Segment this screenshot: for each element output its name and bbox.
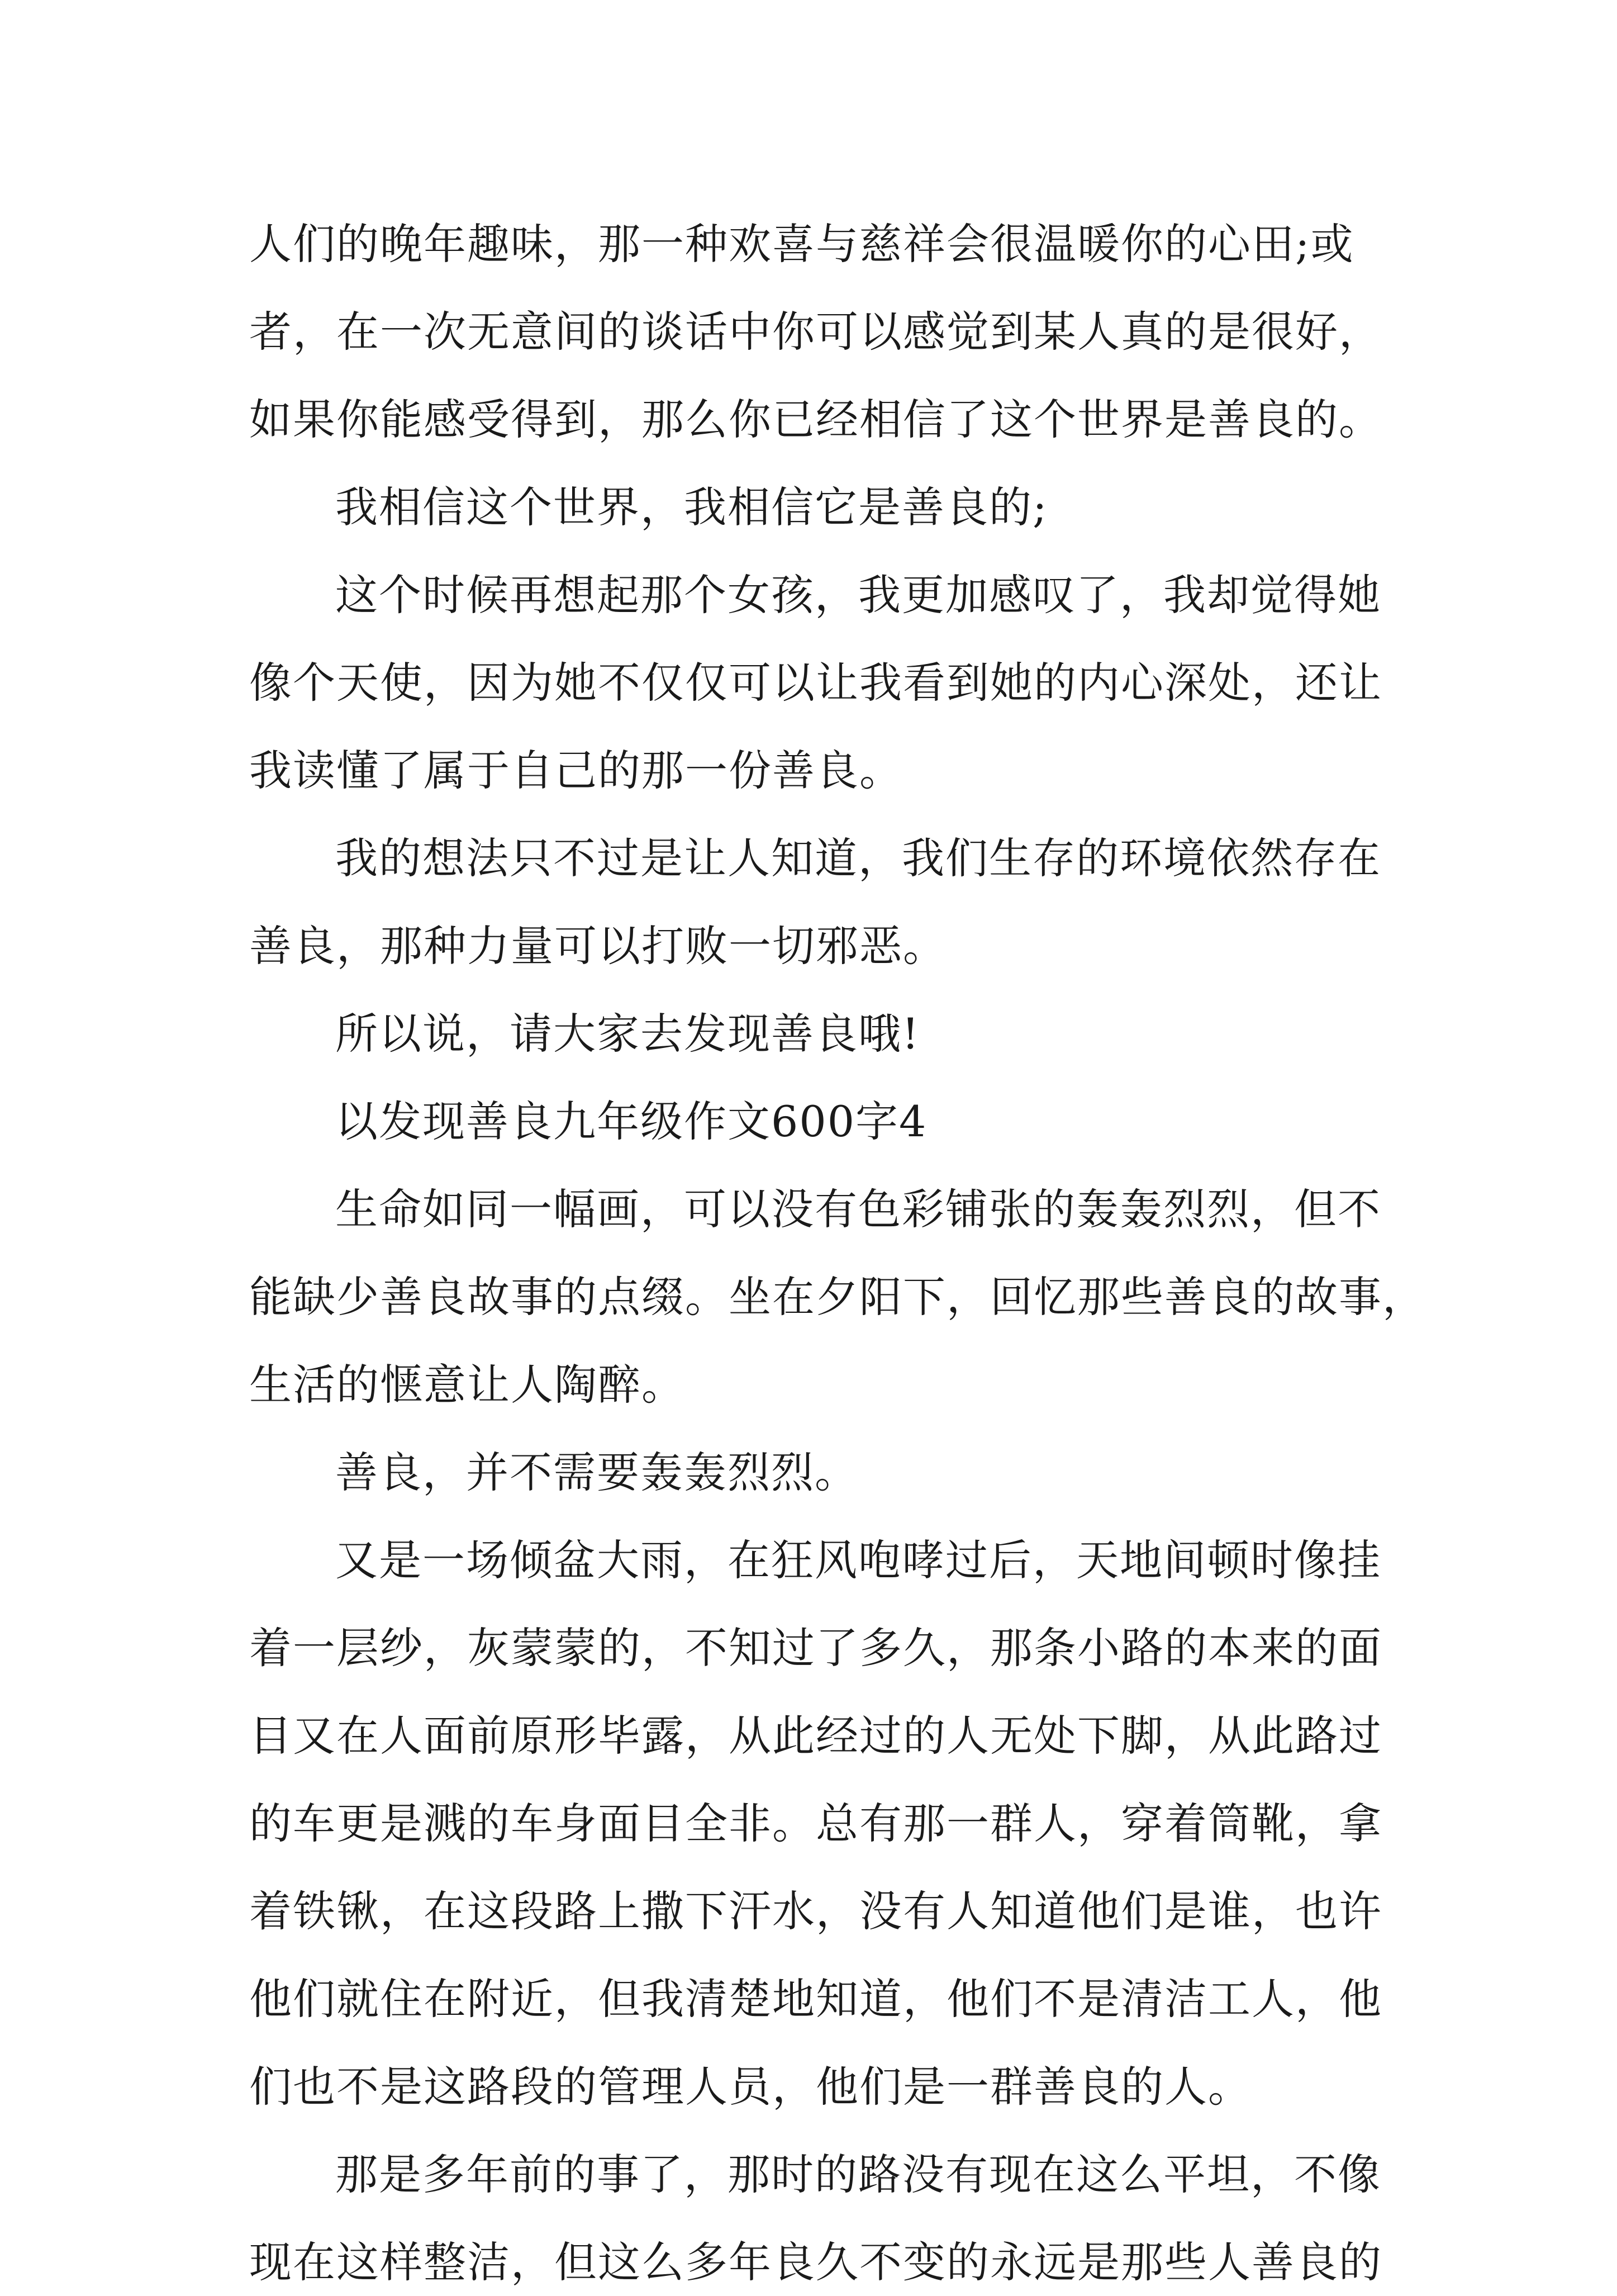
text-line: 现在这样整洁，但这么多年良久不变的永远是那些人善良的 [249,2237,1382,2287]
text-line: 这个时候再想起那个女孩，我更加感叹了，我却觉得她 [335,570,1381,620]
text-line: 能缺少善良故事的点缀。坐在夕阳下，回忆那些善良的故事， [249,1272,1426,1322]
text-line: 的车更是溅的车身面目全非。总有那一群人，穿着筒靴，拿 [249,1799,1382,1848]
text-line: 他们就住在附近，但我清楚地知道，他们不是清洁工人，他 [249,1974,1382,2024]
section-heading: 以发现善良九年级作文600字4 [335,1097,928,1146]
text-line: 者，在一次无意间的谈话中你可以感觉到某人真的是很好， [249,307,1382,357]
text-line: 生活的惬意让人陶醉。 [249,1360,685,1410]
text-line: 我读懂了属于自己的那一份善良。 [249,746,903,795]
text-line: 如果你能感受得到，那么你已经相信了这个世界是善良的。 [249,395,1382,444]
text-line: 着一层纱，灰蒙蒙的，不知过了多久，那条小路的本来的面 [249,1623,1382,1673]
text-line: 生命如同一幅画，可以没有色彩铺张的轰轰烈烈，但不 [335,1184,1381,1234]
text-line: 像个天使，因为她不仅仅可以让我看到她的内心深处，还让 [249,658,1382,708]
text-line: 我的想法只不过是让人知道，我们生存的环境依然存在 [335,833,1381,883]
text-line: 善良，并不需要轰轰烈烈。 [335,1448,858,1497]
text-line: 着铁锹，在这段路上撒下汗水，没有人知道他们是谁，也许 [249,1886,1382,1936]
text-line: 们也不是这路段的管理人员，他们是一群善良的人。 [249,2062,1252,2112]
text-line: 那是多年前的事了，那时的路没有现在这么平坦，不像 [335,2150,1381,2199]
text-line: 人们的晚年趣味，那一种欢喜与慈祥会很温暖你的心田;或 [249,219,1354,269]
text-line: 目又在人面前原形毕露，从此经过的人无处下脚，从此路过 [249,1711,1382,1761]
text-line: 我相信这个世界，我相信它是善良的; [335,482,1048,532]
text-line: 所以说，请大家去发现善良哦! [335,1009,920,1059]
text-line: 又是一场倾盆大雨，在狂风咆哮过后，天地间顿时像挂 [335,1535,1381,1585]
text-line: 善良，那种力量可以打败一切邪恶。 [249,921,947,971]
